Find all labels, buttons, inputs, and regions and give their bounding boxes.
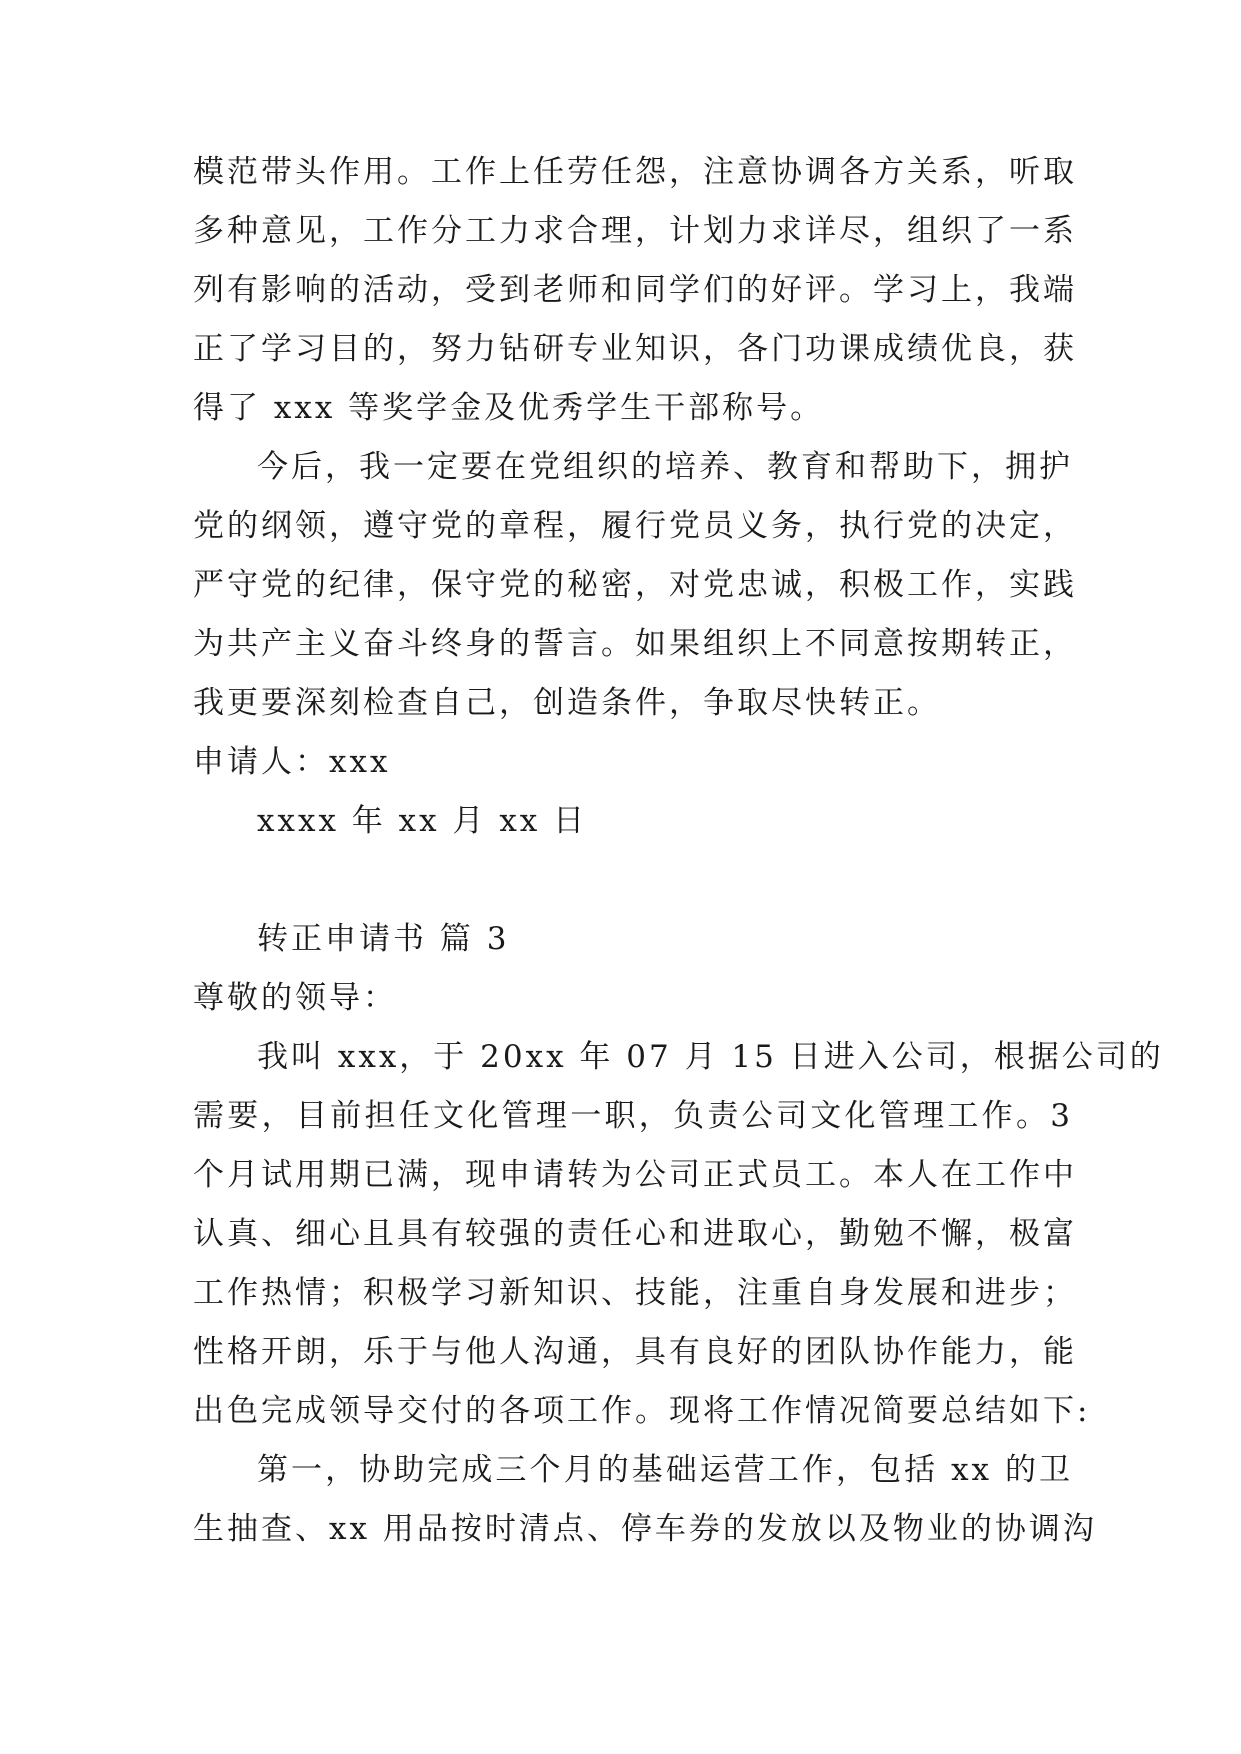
paragraph-line: 模范带头作用。工作上任劳任怨，注意协调各方关系，听取	[193, 154, 1077, 190]
paragraph-line: 党的纲领，遵守党的章程，履行党员义务，执行党的决定，	[193, 508, 1077, 544]
signature-date: xxxx 年 xx 月 xx 日	[257, 803, 588, 839]
paragraph-line: 我叫 xxx，于 20xx 年 07 月 15 日进入公司，根据公司的	[257, 1039, 1164, 1075]
applicant-signature: 申请人：xxx	[193, 744, 391, 780]
paragraph-line: 得了 xxx 等奖学金及优秀学生干部称号。	[193, 390, 825, 426]
paragraph-line: 生抽查、xx 用品按时清点、停车券的发放以及物业的协调沟	[193, 1511, 1097, 1547]
paragraph-line: 多种意见，工作分工力求合理，计划力求详尽，组织了一系	[193, 213, 1077, 249]
paragraph-line: 认真、细心且具有较强的责任心和进取心，勤勉不懈，极富	[193, 1216, 1077, 1252]
paragraph-line: 列有影响的活动，受到老师和同学们的好评。学习上，我端	[193, 272, 1077, 308]
section-title: 转正申请书 篇 3	[257, 921, 510, 957]
paragraph-line: 个月试用期已满，现申请转为公司正式员工。本人在工作中	[193, 1157, 1077, 1193]
paragraph-line: 为共产主义奋斗终身的誓言。如果组织上不同意按期转正，	[193, 626, 1077, 662]
paragraph-line: 出色完成领导交付的各项工作。现将工作情况简要总结如下:	[193, 1393, 1091, 1429]
salutation: 尊敬的领导：	[193, 980, 397, 1016]
paragraph-line: 第一，协助完成三个月的基础运营工作，包括 xx 的卫	[257, 1452, 1073, 1488]
paragraph-line: 我更要深刻检查自己，创造条件，争取尽快转正。	[193, 685, 941, 721]
paragraph-line: 工作热情；积极学习新知识、技能，注重自身发展和进步；	[193, 1275, 1077, 1311]
paragraph-line: 严守党的纪律，保守党的秘密，对党忠诚，积极工作，实践	[193, 567, 1077, 603]
paragraph-line: 需要，目前担任文化管理一职，负责公司文化管理工作。3	[193, 1098, 1073, 1134]
paragraph-line: 今后，我一定要在党组织的培养、教育和帮助下，拥护	[257, 449, 1073, 485]
paragraph-line: 性格开朗，乐于与他人沟通，具有良好的团队协作能力，能	[193, 1334, 1077, 1370]
paragraph-line: 正了学习目的，努力钻研专业知识，各门功课成绩优良，获	[193, 331, 1077, 367]
